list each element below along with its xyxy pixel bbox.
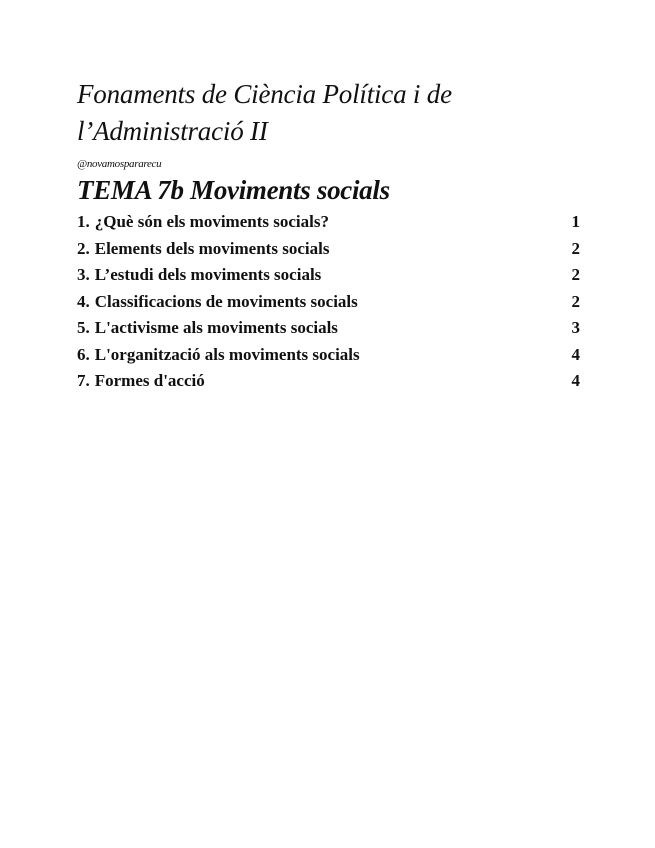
document-title xyxy=(77,76,580,150)
toc-entry-number: 4. xyxy=(77,291,90,311)
toc-entry-7[interactable] xyxy=(77,368,580,395)
toc-entry-label: Elements dels moviments socials xyxy=(94,238,330,258)
toc-entry-4[interactable] xyxy=(77,289,580,316)
toc-entry-label: Formes d'acció xyxy=(94,371,205,390)
topic-title: TEMA 7b Moviments socials xyxy=(77,175,390,205)
toc-entry-number: 2. xyxy=(77,238,90,258)
toc-entry-5[interactable] xyxy=(77,315,580,342)
toc-entry-1[interactable] xyxy=(77,209,580,236)
toc-entry-page: 2 xyxy=(571,238,580,258)
toc-entry-number: 5. xyxy=(77,318,90,337)
toc-entry-label: L'organització als moviments socials xyxy=(94,344,360,364)
author-handle: @novamospararecu xyxy=(77,158,162,170)
toc-entry-page: 1 xyxy=(571,212,580,231)
toc-entry-3[interactable] xyxy=(77,262,580,289)
document-title-line-2: l’Administració II xyxy=(77,116,268,146)
toc-entry-label: L’estudi dels moviments socials xyxy=(94,265,322,284)
toc-entry-page: 2 xyxy=(571,265,580,284)
toc-entry-number: 7. xyxy=(77,371,90,390)
toc-entry-label: L'activisme als moviments socials xyxy=(94,318,338,337)
toc-entry-number: 3. xyxy=(77,265,90,284)
toc-entry-2[interactable] xyxy=(77,236,580,263)
page-content xyxy=(77,76,580,395)
toc-entry-page: 2 xyxy=(571,291,580,311)
document-title-line-1: Fonaments de Ciència Política i de xyxy=(77,79,452,109)
toc-entry-page: 4 xyxy=(571,344,580,364)
toc-entry-6[interactable] xyxy=(77,342,580,369)
toc-entry-number: 6. xyxy=(77,344,90,364)
toc-entry-page: 3 xyxy=(571,318,580,337)
toc-entry-label: ¿Què són els moviments socials? xyxy=(94,212,329,231)
toc-entry-label: Classificacions de moviments socials xyxy=(94,291,358,311)
toc-entry-number: 1. xyxy=(77,212,90,231)
toc-entry-page: 4 xyxy=(571,371,580,390)
table-of-contents xyxy=(77,209,580,395)
